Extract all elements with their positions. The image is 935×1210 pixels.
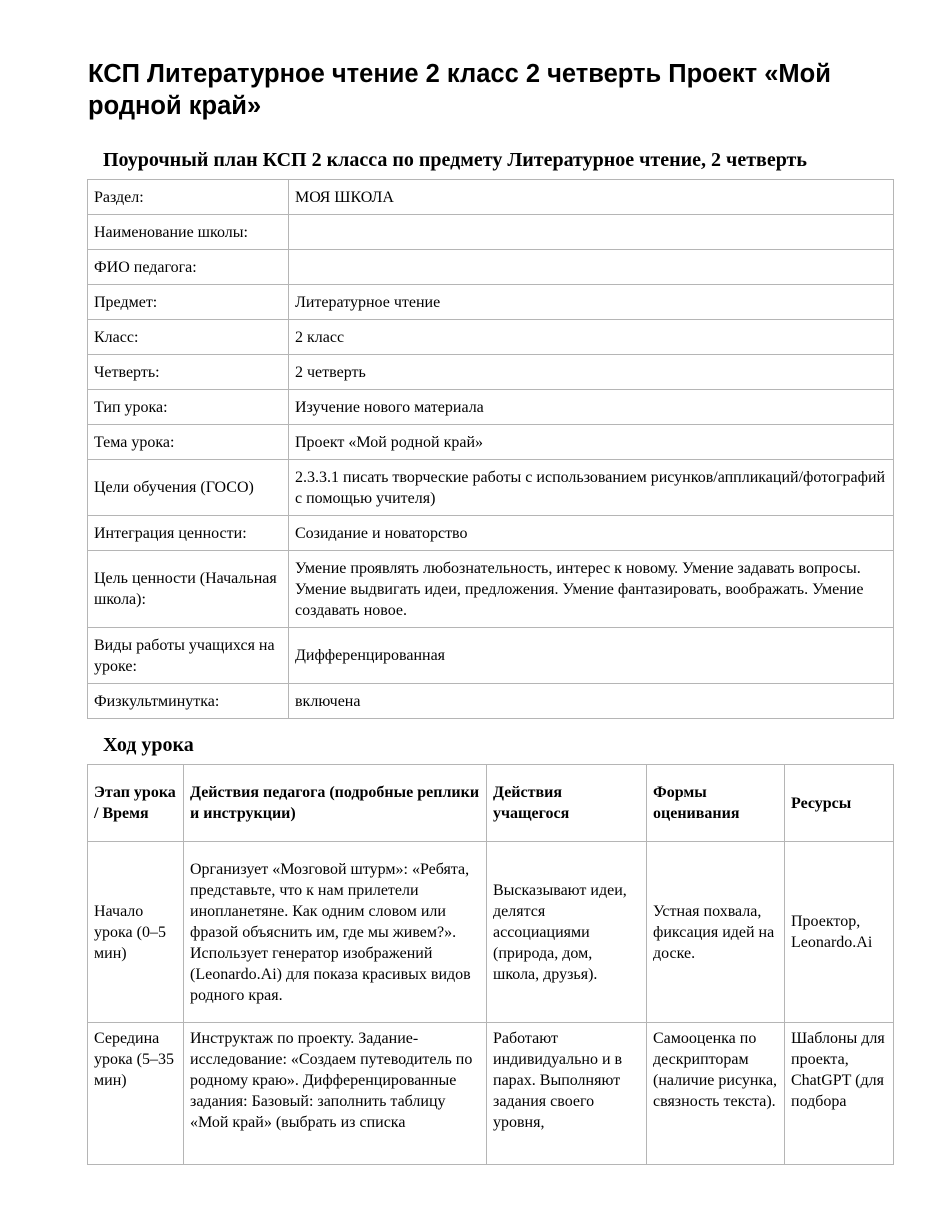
info-value: Проект «Мой родной край» <box>289 425 894 460</box>
stage-cell: Середина урока (5–35 мин) <box>88 1023 184 1165</box>
resources-cell: Шаблоны для проекта, ChatGPT (для подбора <box>785 1023 894 1165</box>
info-value <box>289 250 894 285</box>
table-row <box>88 390 894 425</box>
info-label: Предмет: <box>88 285 289 320</box>
assessment-cell: Устная похвала, фиксация идей на доске. <box>647 842 785 1023</box>
table-row <box>88 355 894 390</box>
table-row <box>88 551 894 628</box>
info-value: 2 класс <box>289 320 894 355</box>
table-row <box>88 628 894 684</box>
assessment-cell: Самооценка по дескрипторам (наличие рисунка, связность текста). <box>647 1023 785 1165</box>
info-label: Цели обучения (ГОСО) <box>88 460 289 516</box>
info-label: Тема урока: <box>88 425 289 460</box>
header-stage: Этап урока / Время <box>88 765 184 842</box>
lesson-flow-table <box>87 764 894 1165</box>
info-label: ФИО педагога: <box>88 250 289 285</box>
info-label: Цель ценности (Начальная школа): <box>88 551 289 628</box>
table-row <box>88 1023 894 1165</box>
table-header-row <box>88 765 894 842</box>
table-row <box>88 215 894 250</box>
teacher-actions-cell: Организует «Мозговой штурм»: «Ребята, представьте, что к нам прилетели инопланетяне. Как одним словом или фразой объяснить им, где мы живем?». Использует генератор изображений (Leonardo.Ai) для показа красивых видов родного края. <box>184 842 487 1023</box>
info-label: Физкультминутка: <box>88 684 289 719</box>
info-label: Виды работы учащихся на уроке: <box>88 628 289 684</box>
student-actions-cell: Работают индивидуально и в парах. Выполняют задания своего уровня, <box>487 1023 647 1165</box>
info-value: Дифференцированная <box>289 628 894 684</box>
table-row <box>88 180 894 215</box>
lesson-plan-heading: Поурочный план КСП 2 класса по предмету Литературное чтение, 2 четверть <box>103 149 807 171</box>
info-label: Тип урока: <box>88 390 289 425</box>
student-actions-cell: Высказывают идеи, делятся ассоциациями (природа, дом, школа, друзья). <box>487 842 647 1023</box>
info-label: Раздел: <box>88 180 289 215</box>
lesson-info-table <box>87 179 894 719</box>
info-value <box>289 215 894 250</box>
resources-cell: Проектор, Leonardo.Ai <box>785 842 894 1023</box>
info-value: 2 четверть <box>289 355 894 390</box>
info-label: Класс: <box>88 320 289 355</box>
table-row <box>88 460 894 516</box>
info-value: Литературное чтение <box>289 285 894 320</box>
table-row <box>88 250 894 285</box>
header-teacher-actions: Действия педагога (подробные реплики и инструкции) <box>184 765 487 842</box>
info-value: включена <box>289 684 894 719</box>
table-row <box>88 425 894 460</box>
table-row <box>88 516 894 551</box>
info-value: Изучение нового материала <box>289 390 894 425</box>
info-label: Наименование школы: <box>88 215 289 250</box>
table-row <box>88 684 894 719</box>
table-row <box>88 285 894 320</box>
info-label: Интеграция ценности: <box>88 516 289 551</box>
teacher-actions-cell: Инструктаж по проекту. Задание-исследование: «Создаем путеводитель по родному краю». Дифференцированные задания: Базовый: заполнить таблицу «Мой край» (выбрать из списка <box>184 1023 487 1165</box>
table-row <box>88 320 894 355</box>
info-value: МОЯ ШКОЛА <box>289 180 894 215</box>
document-title: КСП Литературное чтение 2 класс 2 четверть Проект «Мой родной край» <box>88 60 831 120</box>
lesson-flow-heading: Ход урока <box>103 734 194 756</box>
header-resources: Ресурсы <box>785 765 894 842</box>
table-row <box>88 842 894 1023</box>
header-student-actions: Действия учащегося <box>487 765 647 842</box>
info-value: 2.3.3.1 писать творческие работы с использованием рисунков/аппликаций/фотографий с помощью учителя) <box>289 460 894 516</box>
info-value: Созидание и новаторство <box>289 516 894 551</box>
header-assessment: Формы оценивания <box>647 765 785 842</box>
info-label: Четверть: <box>88 355 289 390</box>
info-value: Умение проявлять любознательность, интерес к новому. Умение задавать вопросы. Умение выдвигать идеи, предложения. Умение фантазировать, воображать. Умение создавать новое. <box>289 551 894 628</box>
stage-cell: Начало урока (0–5 мин) <box>88 842 184 1023</box>
